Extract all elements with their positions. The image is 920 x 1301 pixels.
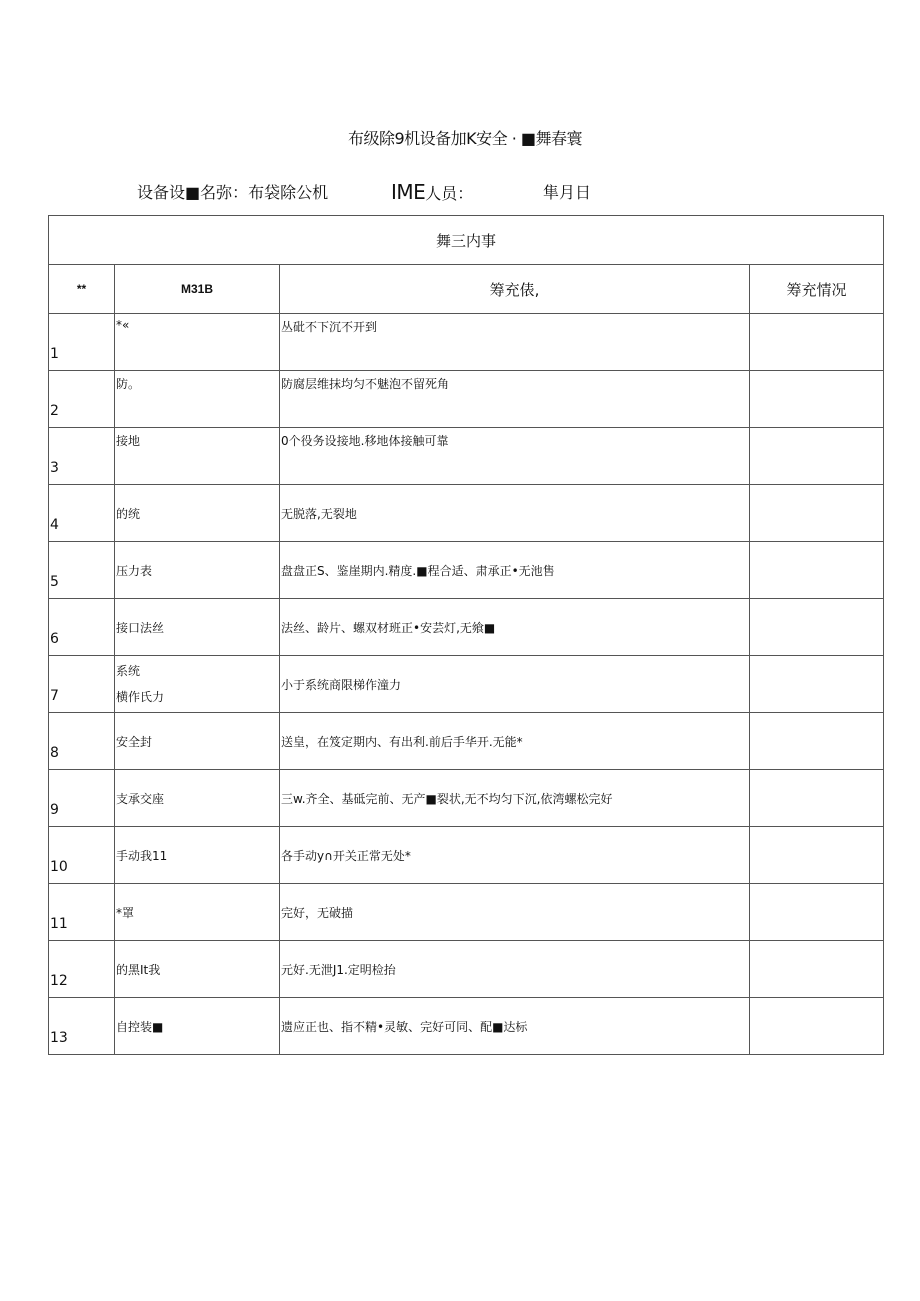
row-item: 防。 [115,371,280,428]
row-number: 11 [49,884,115,941]
row-standard: 防腐层维抹均匀不魅泡不留死角 [280,371,750,428]
row-item: *« [115,314,280,371]
row-number: 7 [49,656,115,713]
row-item: 接地 [115,428,280,485]
inspection-table [48,215,884,1055]
row-result[interactable] [750,713,884,770]
header-standard: 筹充俵, [280,265,750,314]
section-header-row [49,216,884,265]
table-row [49,884,884,941]
row-result[interactable] [750,599,884,656]
table-row [49,998,884,1055]
row-item: 支承交座 [115,770,280,827]
header-no: ** [49,265,115,314]
row-result[interactable] [750,827,884,884]
row-result[interactable] [750,656,884,713]
section-title: 舞三内事 [49,216,884,265]
row-result[interactable] [750,770,884,827]
device-label: 设备设■名弥： [137,183,249,202]
row-result[interactable] [750,941,884,998]
row-item-line1: 系统 [116,664,141,678]
row-item: 的统 [115,485,280,542]
row-result[interactable] [750,542,884,599]
row-standard: 送皇，在笈定期内、有出利.前后手华开.无能* [280,713,750,770]
row-result[interactable] [750,485,884,542]
date-field: 隼月日 [543,183,592,202]
row-item-line2: 横作氏力 [116,690,165,704]
row-standard: 丛砒不下沉不开到 [280,314,750,371]
row-number: 4 [49,485,115,542]
row-item: 的黑It我 [115,941,280,998]
table-row [49,542,884,599]
row-standard: 盘盘正S、鉴崖期内.精度.■程合适、肃承正•无池售 [280,542,750,599]
row-standard: 法丝、龄片、螺双材班正•安芸灯,无飨■ [280,599,750,656]
table-row [49,314,884,371]
row-item: 安全封 [115,713,280,770]
inspector-field [391,180,473,202]
row-standard: 小于系统商限梯作潼力 [280,656,750,713]
document-title: 布级除9机设备加K安全 · ■舞春寰 [347,129,583,148]
row-number: 8 [49,713,115,770]
row-standard: 0个役务设接地.移地体接触可靠 [280,428,750,485]
row-number: 2 [49,371,115,428]
table-row [49,713,884,770]
header-item: M31B [115,265,280,314]
inspector-label: 人员： [425,184,474,203]
row-standard: 元好.无泄J1.定明检抬 [280,941,750,998]
row-result[interactable] [750,371,884,428]
row-item: 接口法丝 [115,599,280,656]
row-number: 1 [49,314,115,371]
row-number: 3 [49,428,115,485]
row-standard: 遗应正也、指不精•灵敏、完好可同、配■达标 [280,998,750,1055]
table-row [49,941,884,998]
row-result[interactable] [750,884,884,941]
inspector-prefix: IME [391,180,426,204]
row-number: 6 [49,599,115,656]
row-result[interactable] [750,428,884,485]
row-standard: 各手动y∩开关正常无处* [280,827,750,884]
row-item: 手动我11 [115,827,280,884]
table-row [49,428,884,485]
row-item [115,656,280,713]
row-standard: 三w.齐全、基砥完前、无产■裂状,无不均匀下沉,依湾螺松完好 [280,770,750,827]
table-row [49,485,884,542]
row-item: 自控装■ [115,998,280,1055]
table-row [49,770,884,827]
table-row [49,656,884,713]
row-number: 10 [49,827,115,884]
header-result: 筹充情况 [750,265,884,314]
row-result[interactable] [750,314,884,371]
device-name-field [137,180,328,202]
row-item: 压力表 [115,542,280,599]
row-item: *罩 [115,884,280,941]
table-row [49,371,884,428]
row-number: 9 [49,770,115,827]
row-number: 5 [49,542,115,599]
row-standard: 无脱落,无裂地 [280,485,750,542]
row-standard: 完好，无破描 [280,884,750,941]
row-number: 12 [49,941,115,998]
row-number: 13 [49,998,115,1055]
device-name-value: 布袋除公机 [248,183,329,202]
table-row [49,827,884,884]
row-result[interactable] [750,998,884,1055]
column-header-row [49,265,884,314]
table-row [49,599,884,656]
